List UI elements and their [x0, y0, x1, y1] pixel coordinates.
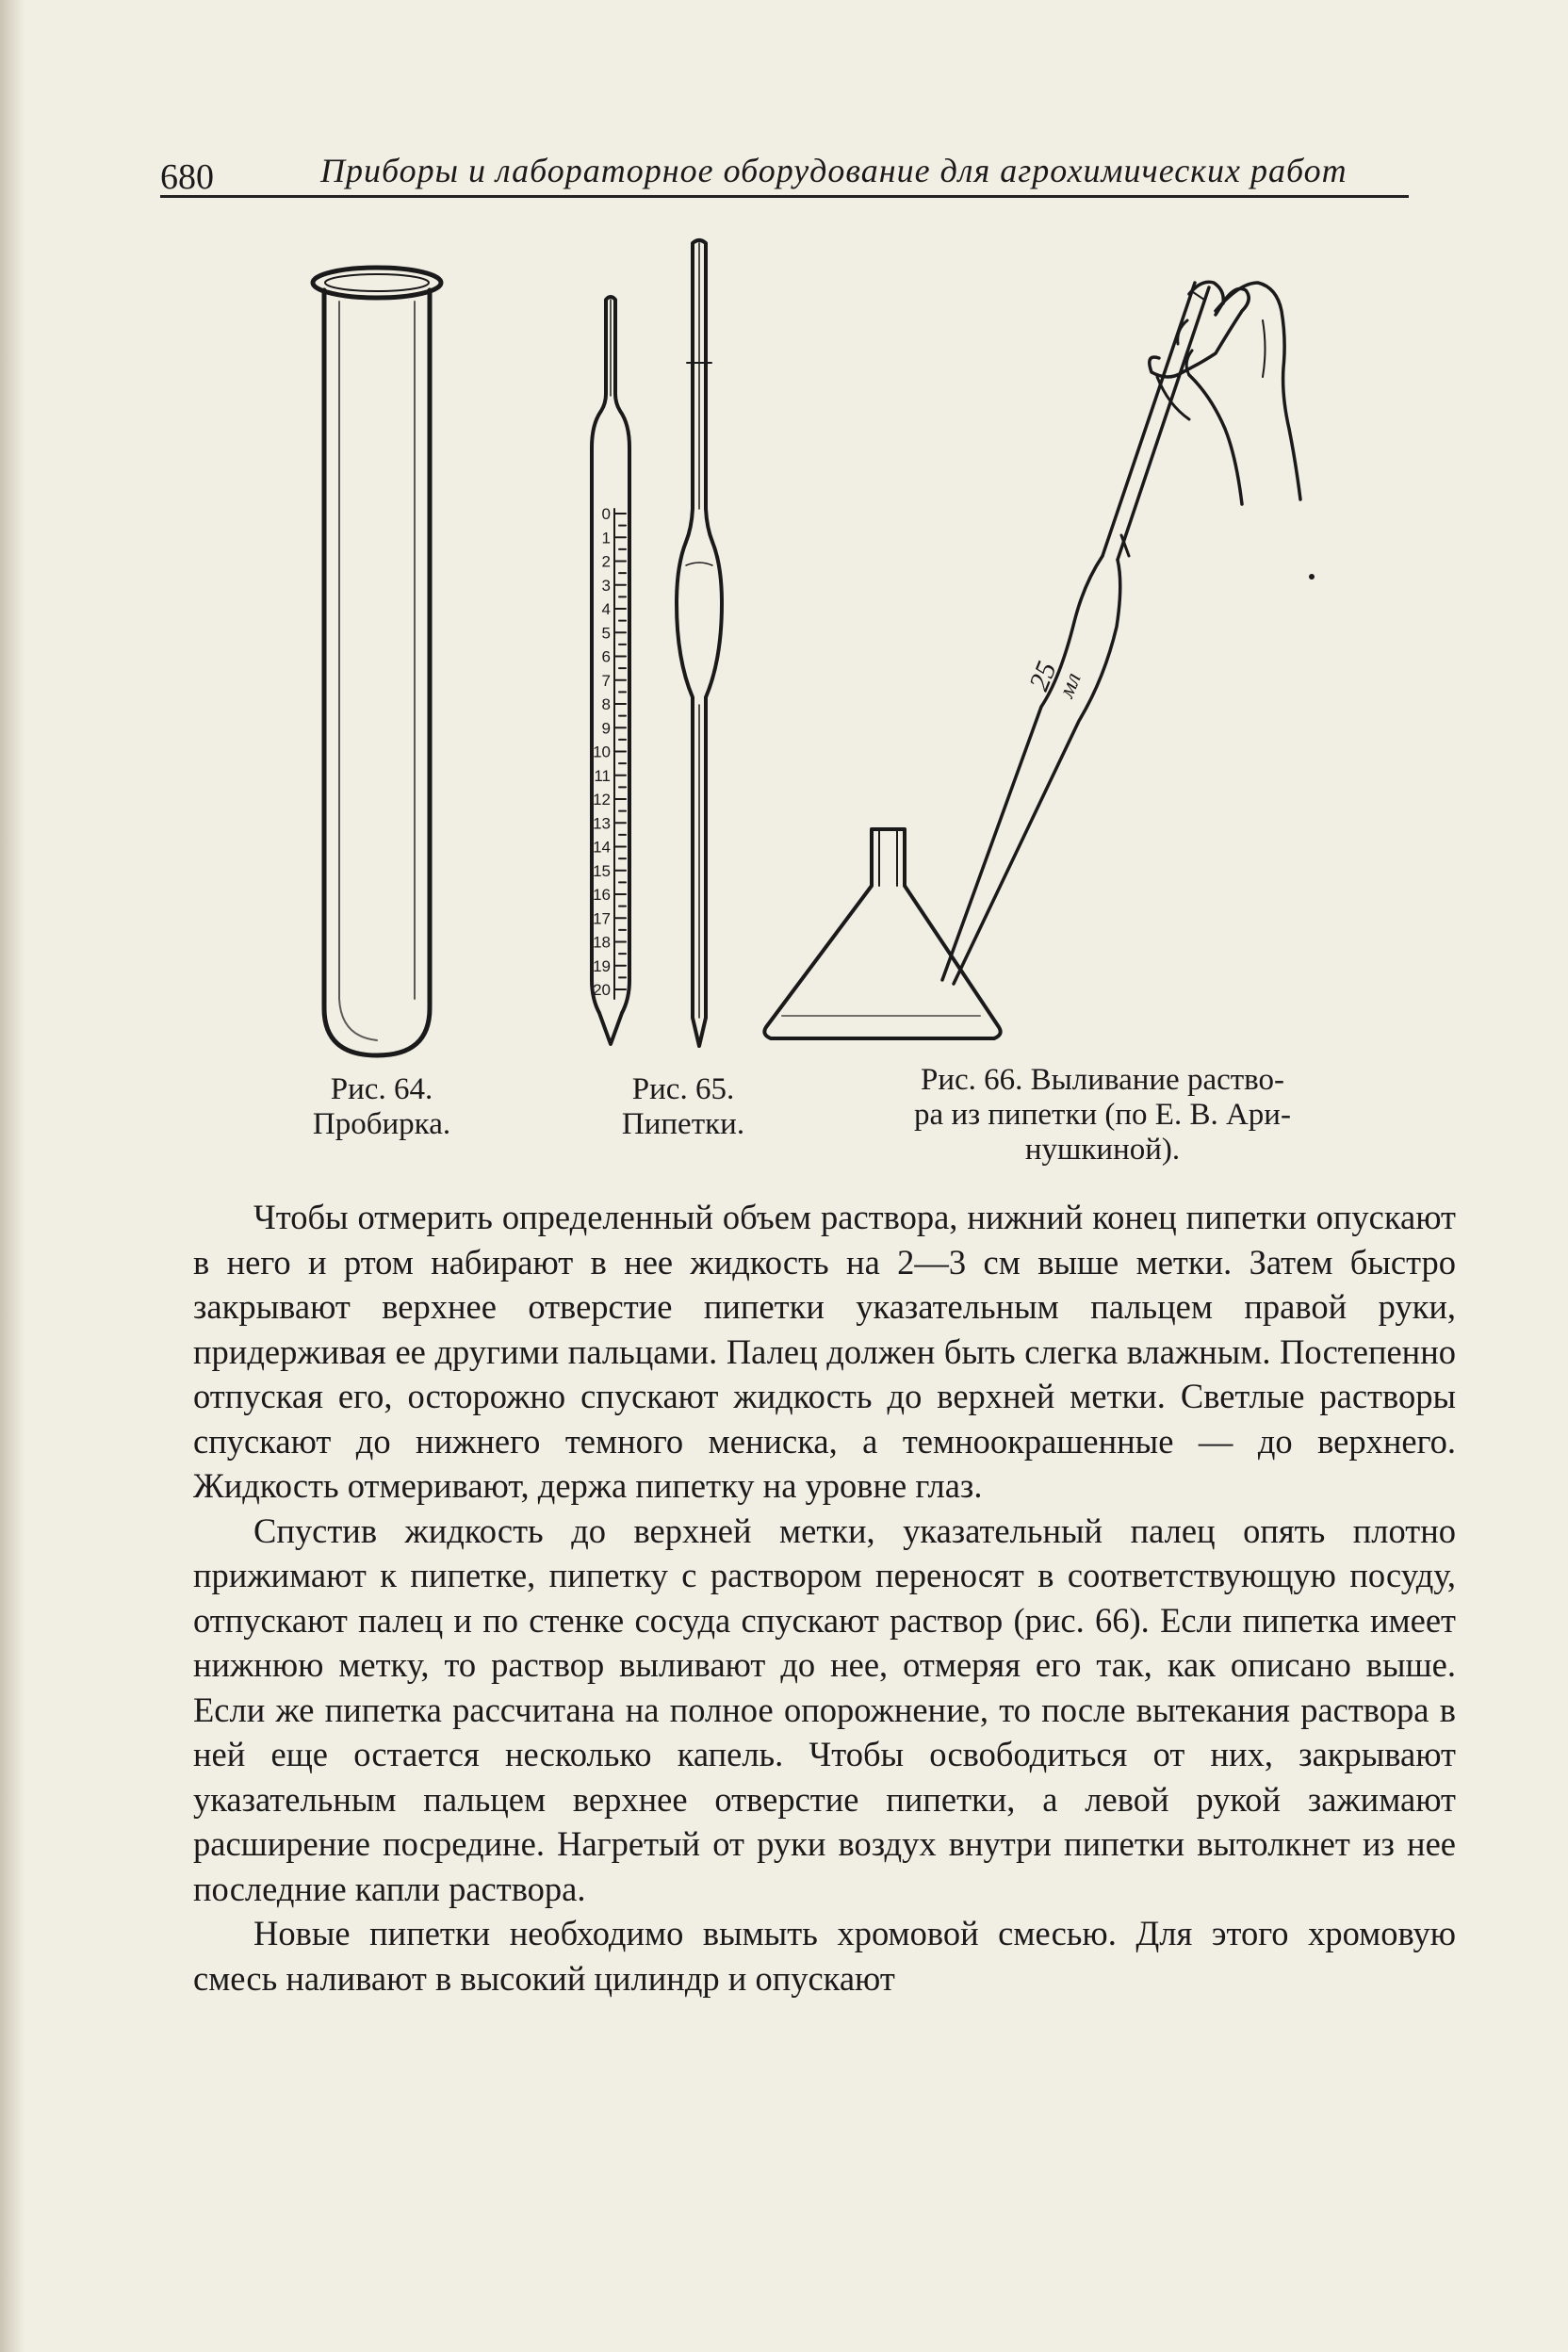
graduation-label: 16 — [593, 886, 611, 904]
figure-66-caption — [867, 1063, 1338, 1168]
graduation-label: 3 — [601, 576, 611, 595]
graduation-label: 10 — [593, 743, 611, 761]
test-tube-drawing — [313, 268, 441, 1055]
graduation-label: 5 — [601, 624, 611, 643]
graduation-label: 4 — [601, 600, 611, 618]
pipette-volume-label — [1023, 657, 1086, 704]
pipette-graduation-labels — [593, 505, 611, 999]
graduation-label: 8 — [601, 695, 611, 713]
graduation-label: 0 — [601, 505, 611, 523]
pipette-graduation-ticks — [614, 514, 626, 989]
pipette-volume-unit: мл — [1054, 669, 1086, 702]
graduation-label: 6 — [601, 647, 611, 666]
figure-66-caption-line1: Рис. 66. Выливание раство- — [920, 1063, 1285, 1097]
graduation-label: 13 — [593, 814, 611, 833]
graduation-label: 15 — [593, 861, 611, 880]
graduation-label: 1 — [601, 529, 611, 547]
graduation-label: 2 — [601, 552, 611, 571]
graduation-label: 14 — [593, 838, 611, 857]
figure-65-label: Рис. 65. — [631, 1072, 735, 1106]
graduation-label: 20 — [593, 981, 611, 999]
paragraph-1: Чтобы отмерить определенный объем раствора, нижний конец пипетки опускают в него и ртом набирают в нее жидкость на 2—3 см выше метки. Затем быстро закрывают верхнее отверстие пипетки указательным пальцем правой руки, придерживая ее другими пальцами. Палец должен быть слегка влажным. Постепенно отпуская его, осторожно спускают жидкость до верхней метки. Светлые растворы спускают до нижнего темного мениска, а темноокрашенные — до верхнего. Жидкость отмеривают, держа пипетку на уровне глаз. — [193, 1198, 1456, 1505]
figure-66-caption-line3: нушкиной). — [1024, 1133, 1181, 1167]
graduation-label: 9 — [601, 719, 611, 738]
graduation-label: 11 — [594, 766, 611, 785]
pipette-volume-number: 25 — [1022, 657, 1063, 695]
body-text — [193, 1195, 1456, 2001]
graduation-label: 18 — [593, 933, 611, 952]
graduation-label: 7 — [601, 671, 611, 690]
volumetric-pipette-drawing — [677, 240, 722, 1046]
figure-64-title: Пробирка. — [312, 1107, 451, 1141]
graduation-label: 19 — [593, 956, 611, 975]
paragraph-2: Спустив жидкость до верхней метки, указательный палец опять плотно прижимают к пипетке, пипетку с раствором переносят в соответствующую посуду, отпускают палец и по стенке сосуда спускают раствор (рис. 66). Если пипетка имеет нижнюю метку, то раствор выливают до нее, отмеряя его так, как описано выше. Если же пипетка рассчитана на полное опорожнение, то после вытекания раствора в ней еще остается несколько капель. Чтобы освободиться от них, закрывают указательным пальцем верхнее отверстие пипетки, а левой рукой зажимают расширение посредине. Нагретый от руки воздух внутри пипетки вытолкнет из нее последние капли раствора. — [193, 1511, 1456, 1908]
paragraph-3: Новые пипетки необходимо вымыть хромовой смесью. Для этого хромовую смесь наливают в высокий цилиндр и опускают — [193, 1914, 1456, 1998]
graduation-label: 12 — [593, 791, 611, 808]
figure-66-caption-line2: ра из пипетки (по Е. В. Ари- — [914, 1098, 1291, 1132]
figure-64-caption — [273, 1072, 490, 1142]
figure-65-title: Пипетки. — [621, 1107, 745, 1141]
graduated-pipette-drawing — [592, 297, 629, 1044]
graduation-label: 17 — [593, 909, 611, 928]
running-head-title: Приборы и лабораторное оборудование для агрохимических работ — [320, 152, 1348, 189]
figure-64-label: Рис. 64. — [330, 1072, 433, 1106]
figure-65-caption — [575, 1072, 792, 1142]
page-number: 680 — [160, 157, 214, 197]
pipette-into-flask-drawing — [764, 282, 1315, 1038]
